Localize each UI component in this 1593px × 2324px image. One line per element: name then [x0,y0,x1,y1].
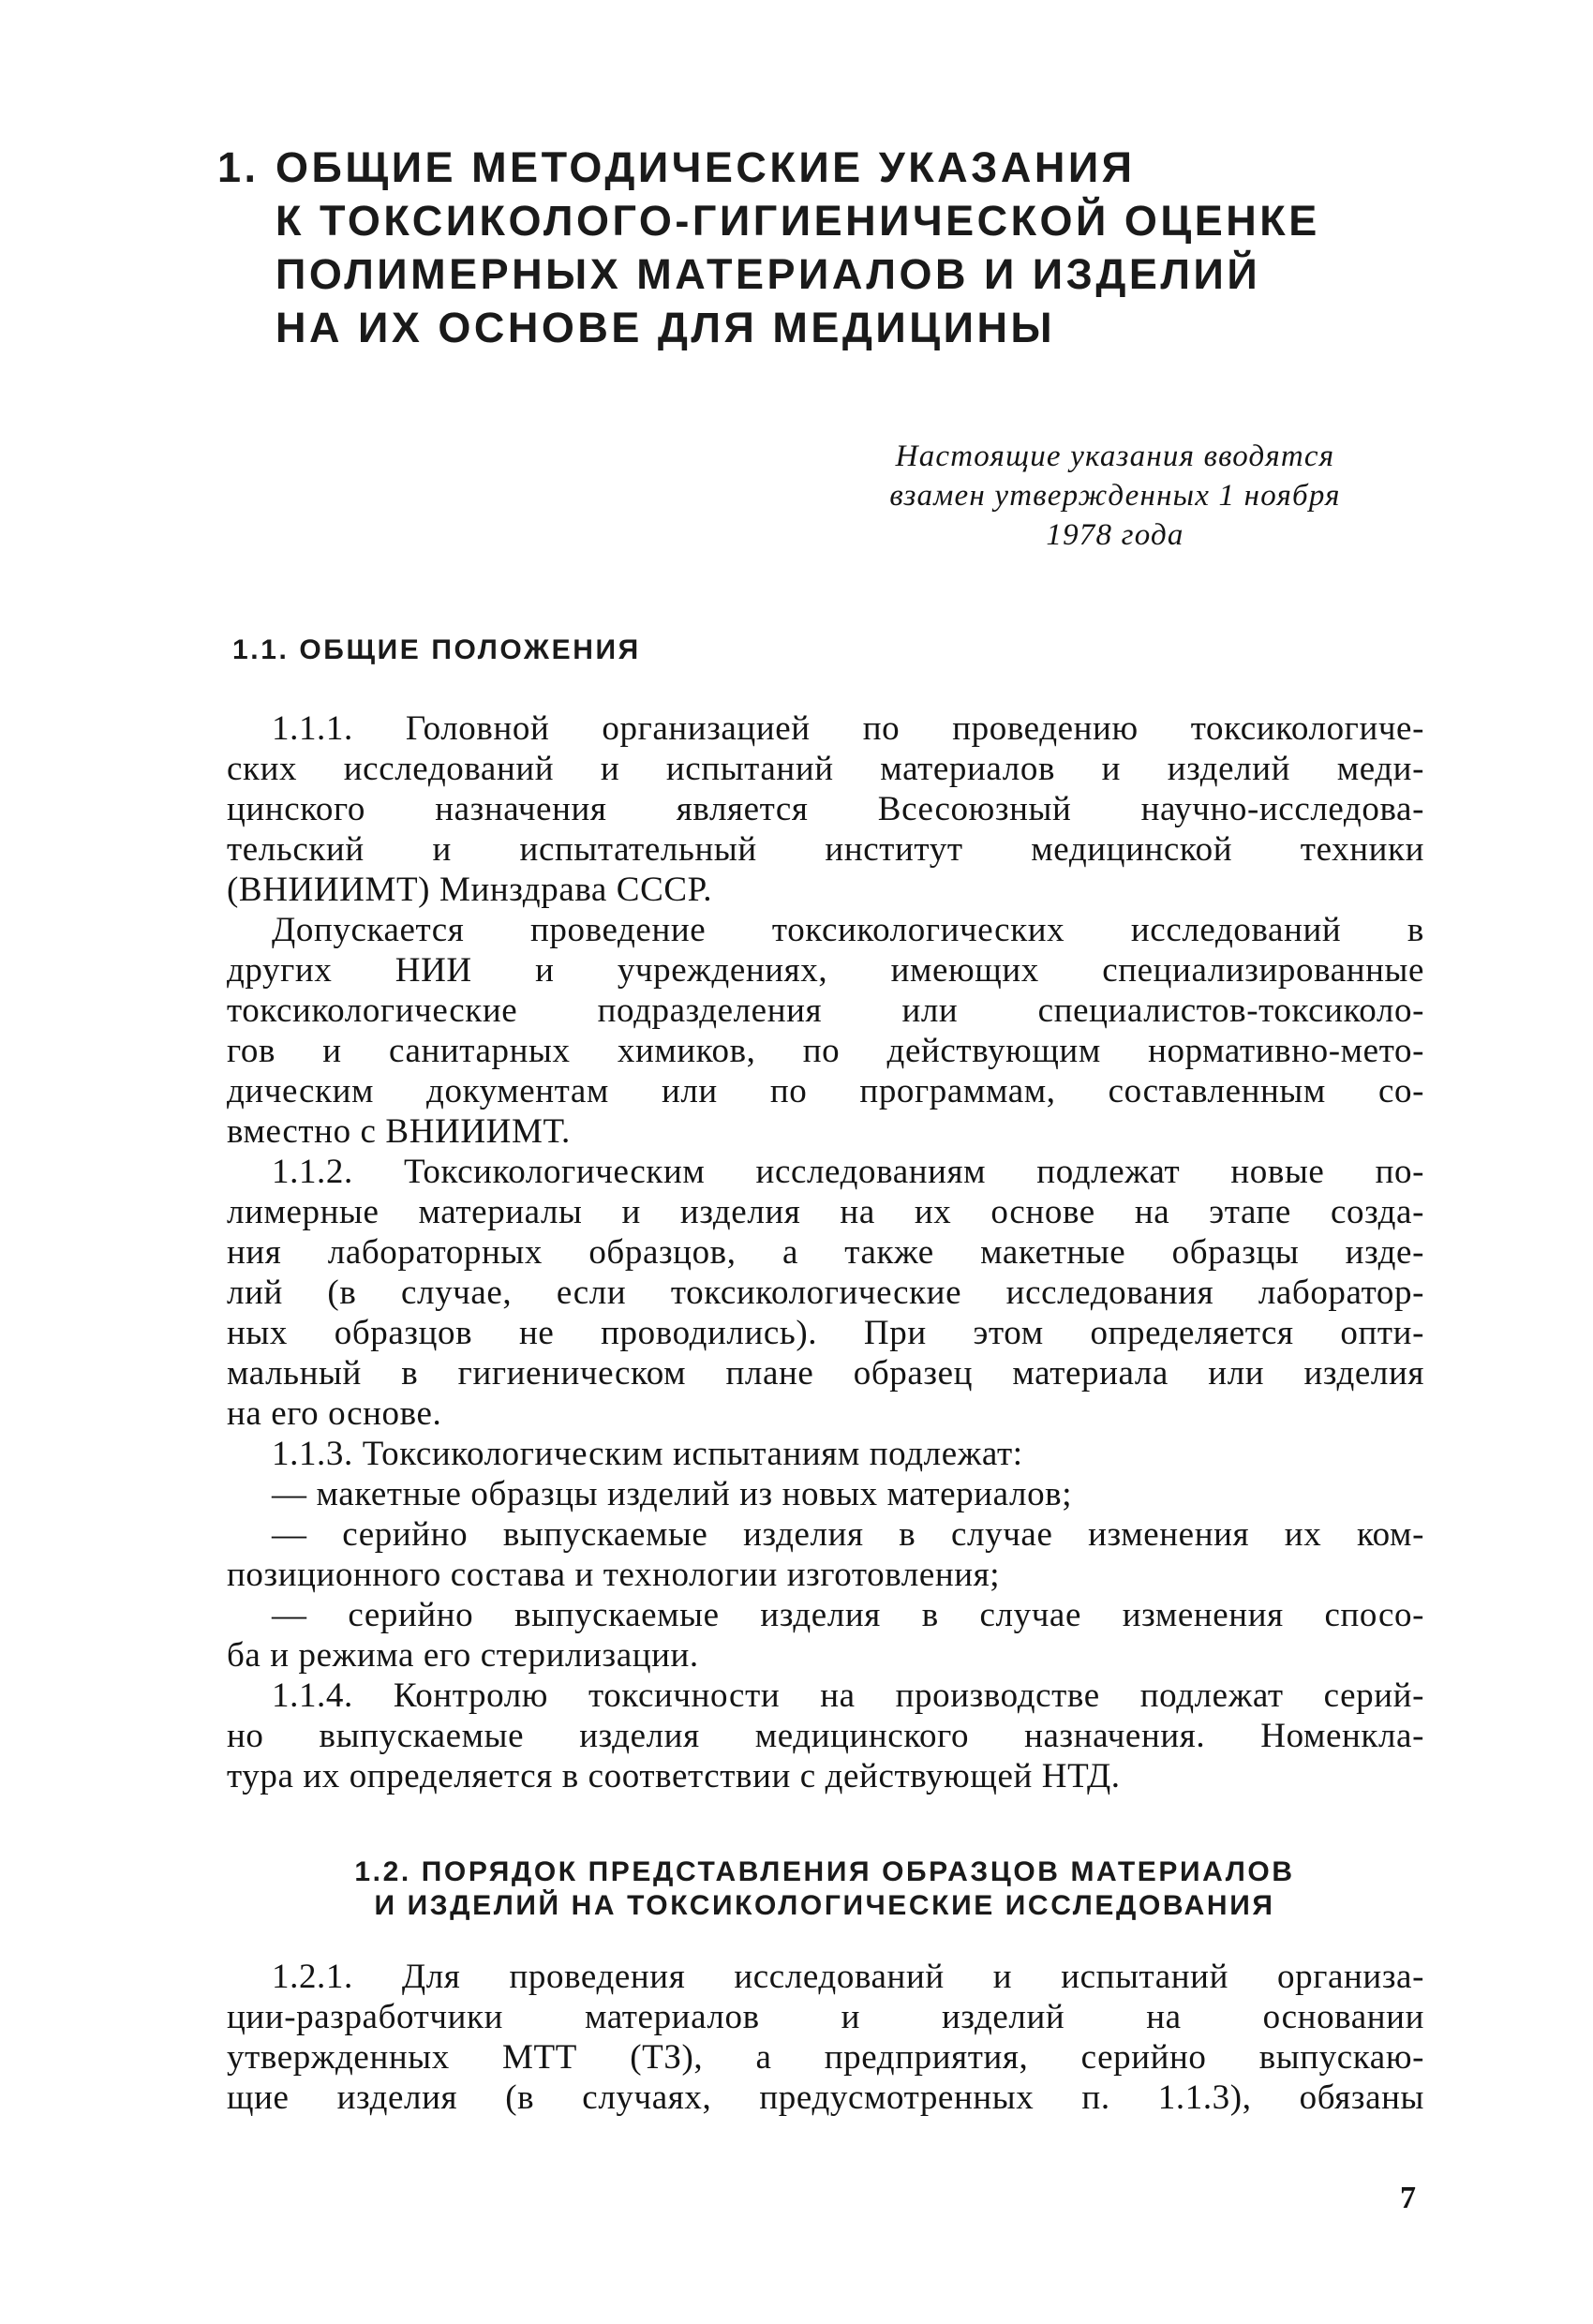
text-line: — серийно выпускаемые изделия в случае изменения их ком- [272,1515,1424,1554]
chapter-title [217,141,1398,354]
text-line: — серийно выпускаемые изделия в случае изменения спосо- [272,1596,1424,1634]
section-1-2-body [227,1957,1424,2118]
section-heading-1-1: 1.1. ОБЩИЕ ПОЛОЖЕНИЯ [232,634,641,665]
text-line: лимерные материалы и изделия на их основе на этапе созда- [227,1193,1424,1231]
text-line: гов и санитарных химиков, по действующим нормативно-мето- [227,1032,1424,1070]
text-line: ния лабораторных образцов, а также макетные образцы изде- [227,1233,1424,1272]
chapter-title-line-3: ПОЛИМЕРНЫХ МАТЕРИАЛОВ И ИЗДЕЛИЙ [275,250,1261,298]
section-heading-1-2 [262,1855,1387,1923]
chapter-title-line-1: 1. ОБЩИЕ МЕТОДИЧЕСКИЕ УКАЗАНИЯ [217,141,1398,194]
text-line: других НИИ и учреждениях, имеющих специализированные [227,951,1424,990]
text-line: 1.1.3. Токсикологическим испытаниям подлежат: [272,1435,1023,1473]
text-line: 1.2.1. Для проведения исследований и испытаний организа- [272,1958,1424,1996]
text-line: — макетные образцы изделий из новых материалов; [272,1475,1073,1513]
text-line: тельский и испытательный институт медицинской техники [227,830,1424,869]
text-line: мальный в гигиеническом плане образец материала или изделия [227,1354,1424,1393]
chapter-title-line-4: НА ИХ ОСНОВЕ ДЛЯ МЕДИЦИНЫ [275,304,1056,351]
chapter-number: 1. [217,143,260,191]
text-line: 1.1.2. Токсикологическим исследованиям подлежат новые по- [272,1153,1424,1191]
section-heading-line: И ИЗДЕЛИЙ НА ТОКСИКОЛОГИЧЕСКИЕ ИССЛЕДОВАНИЯ [374,1890,1275,1921]
text-line: щие изделия (в случаях, предусмотренных п. 1.1.3), обязаны [227,2078,1424,2117]
text-line: Допускается проведение токсикологических исследований в [272,911,1424,949]
text-line: ских исследований и испытаний материалов и изделий меди- [227,750,1424,788]
text-line: (ВНИИИМТ) Минздрава СССР. [227,871,713,909]
text-line: цинского назначения является Всесоюзный научно-исследова- [227,790,1424,828]
text-line: 1.1.4. Контролю токсичности на производстве подлежат серий- [272,1676,1424,1715]
page-number: 7 [1400,2181,1416,2215]
text-line: вместно с ВНИИИМТ. [227,1112,571,1151]
text-line: утвержденных МТТ (ТЗ), а предприятия, серийно выпускаю- [227,2038,1424,2077]
epigraph-line: взамен утвержденных 1 ноября [889,479,1341,513]
text-line: тура их определяется в соответствии с действующей НТД. [227,1757,1121,1795]
section-1-1-body [227,708,1424,1796]
text-line: 1.1.1. Головной организацией по проведению токсикологиче- [272,709,1424,748]
text-line: но выпускаемые изделия медицинского назначения. Номенкла- [227,1717,1424,1755]
text-line: дическим документам или по программам, составленным со- [227,1072,1424,1110]
epigraph-line: 1978 года [1046,518,1184,552]
chapter-title-line-2: К ТОКСИКОЛОГО-ГИГИЕНИЧЕСКОЙ ОЦЕНКЕ [275,197,1320,245]
epigraph-note [825,437,1406,555]
text-line: лий (в случае, если токсикологические исследования лаборатор- [227,1274,1424,1312]
text-line: ных образцов не проводились). При этом определяется опти- [227,1314,1424,1352]
section-heading-line: 1.2. ПОРЯДОК ПРЕДСТАВЛЕНИЯ ОБРАЗЦОВ МАТЕРИАЛОВ [354,1856,1295,1887]
text-line: ба и режима его стерилизации. [227,1636,699,1675]
text-line: токсикологические подразделения или специалистов-токсиколо- [227,991,1424,1030]
epigraph-line: Настоящие указания вводятся [895,439,1335,473]
text-line: на его основе. [227,1394,442,1433]
text-line: позиционного состава и технологии изготовления; [227,1556,1001,1594]
text-line: ции-разработчики материалов и изделий на основании [227,1998,1424,2036]
